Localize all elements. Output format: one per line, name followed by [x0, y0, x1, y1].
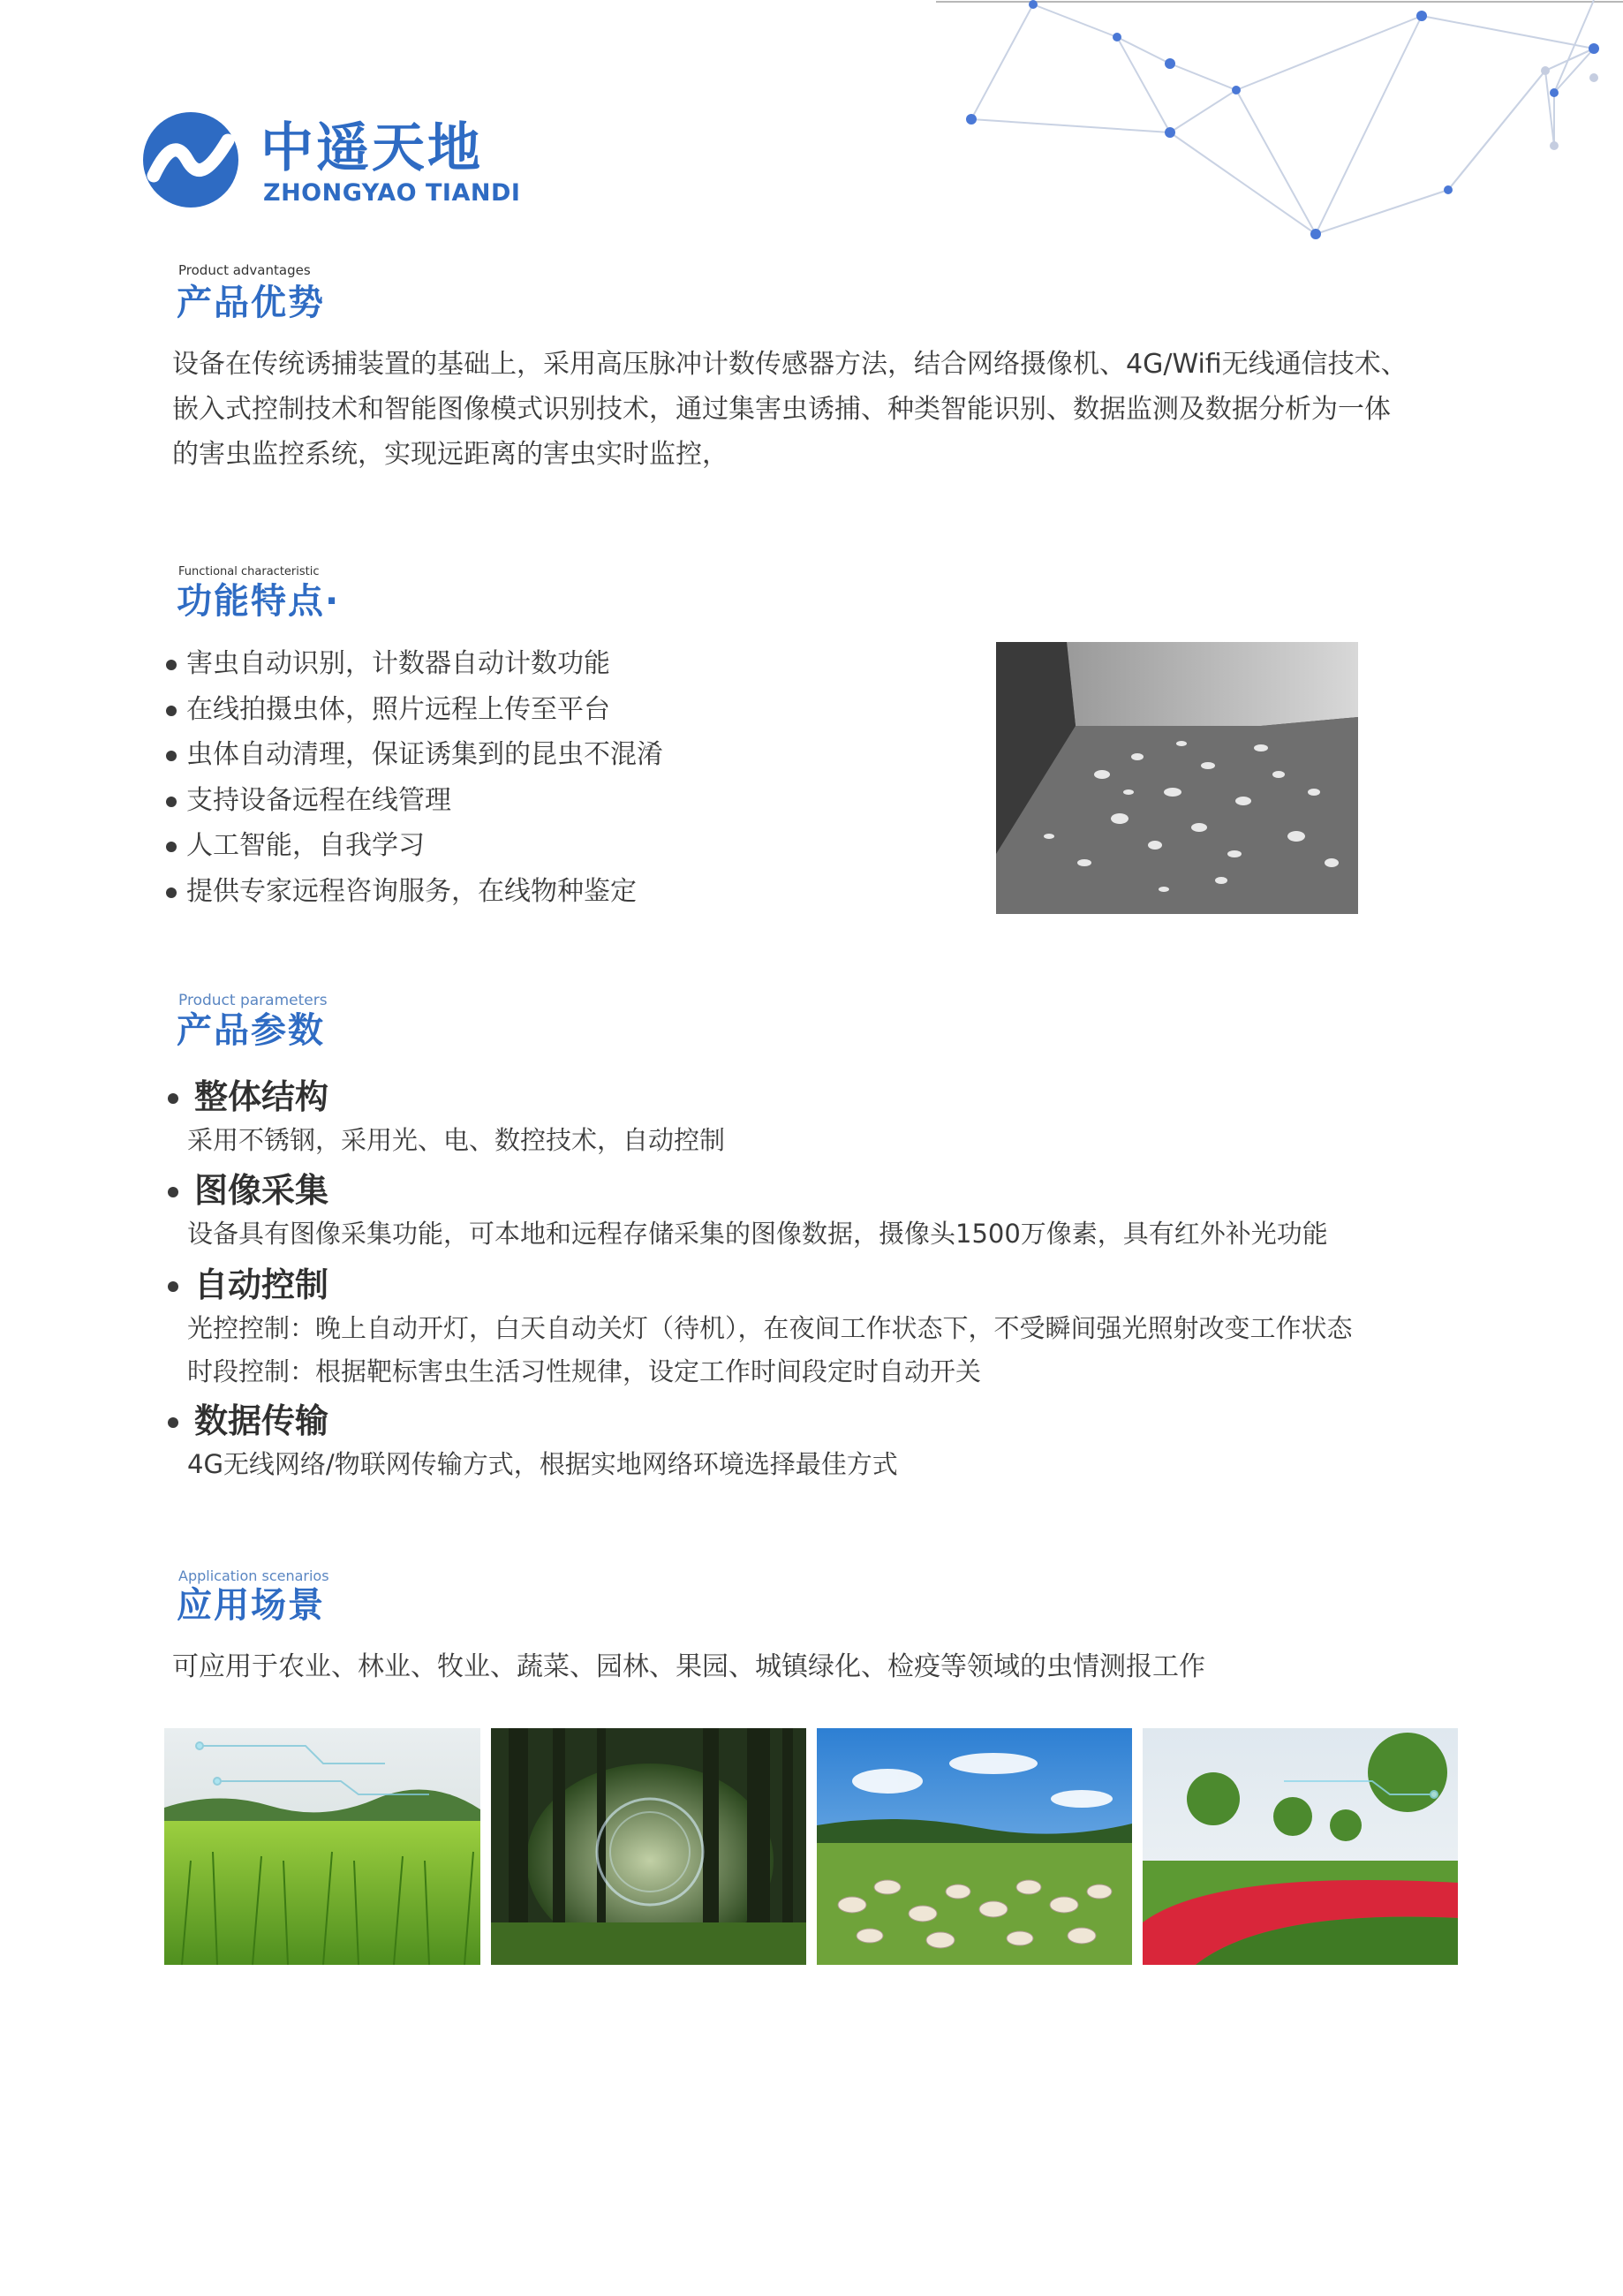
list-item: 在线拍摄虫体，照片远程上传至平台 [166, 687, 663, 733]
forest-photo [491, 1728, 806, 1965]
param-line: 设备具有图像采集功能，可本地和远程存储采集的图像数据，摄像头1500万像素，具有红外补光功能 [187, 1219, 1328, 1249]
param-group [168, 1263, 1353, 1393]
logo-name-cn: 中遥天地 [260, 117, 483, 179]
features-label-en: Functional characteristic [178, 565, 320, 578]
bullet-icon [168, 1187, 178, 1197]
advantages-line: 的害虫监控系统，实现远距离的害虫实时监控， [172, 439, 728, 470]
list-item: 支持设备远程在线管理 [166, 778, 663, 824]
parameters-label-en: Product parameters [178, 992, 328, 1009]
param-heading: 自动控制 [194, 1265, 329, 1304]
pasture-photo [817, 1728, 1132, 1965]
scenarios-label-en: Application scenarios [178, 1567, 329, 1584]
logo-name-en: ZHONGYAO TIANDI [263, 179, 521, 207]
advantages-line: 设备在传统诱捕装置的基础上，采用高压脉冲计数传感器方法，结合网络摄像机、4G/Wifi无线通信技术、 [172, 349, 1408, 380]
network-decoration [936, 0, 1623, 265]
bullet-icon [166, 842, 177, 852]
param-line: 4G无线网络/物联网传输方式，根据实地网络环境选择最佳方式 [187, 1449, 898, 1479]
bullet-icon [168, 1417, 178, 1428]
param-line: 光控控制：晚上自动开灯，白天自动关灯（待机），在夜间工作状态下，不受瞬间强光照射改变工作状态 [187, 1313, 1353, 1343]
logo-mark-icon [141, 110, 240, 209]
advantages-label-en: Product advantages [178, 262, 311, 278]
advantages-line: 嵌入式控制技术和智能图像模式识别技术，通过集害虫诱捕、种类智能识别、数据监测及数据分析为一体 [172, 394, 1391, 425]
features-title: 功能特点· [177, 581, 341, 622]
bullet-icon [168, 1281, 178, 1292]
param-group [168, 1168, 1328, 1256]
park-greening-photo [1143, 1728, 1458, 1965]
param-heading: 整体结构 [194, 1077, 329, 1116]
bullet-icon [168, 1093, 178, 1104]
insect-tray-photo [996, 642, 1358, 914]
param-group [168, 1075, 725, 1162]
param-group [168, 1399, 898, 1486]
bullet-icon [166, 706, 177, 716]
features-list [166, 641, 663, 914]
bullet-icon [166, 660, 177, 670]
param-heading: 图像采集 [194, 1171, 329, 1210]
list-item: 人工智能，自我学习 [166, 823, 663, 869]
advantages-title: 产品优势 [177, 283, 325, 323]
scenarios-text: 可应用于农业、林业、牧业、蔬菜、园林、果园、城镇绿化、检疫等领域的虫情测报工作 [172, 1651, 1205, 1682]
bullet-icon [166, 751, 177, 761]
farmland-photo [164, 1728, 480, 1965]
bullet-icon [166, 887, 177, 898]
advantages-paragraph [172, 342, 1479, 477]
parameters-title: 产品参数 [177, 1010, 325, 1051]
company-logo [141, 110, 530, 216]
param-heading: 数据传输 [194, 1401, 329, 1440]
bullet-icon [166, 797, 177, 807]
param-line: 采用不锈钢，采用光、电、数控技术，自动控制 [187, 1125, 726, 1155]
list-item: 提供专家远程咨询服务，在线物种鉴定 [166, 869, 663, 915]
list-item: 虫体自动清理，保证诱集到的昆虫不混淆 [166, 732, 663, 778]
scenarios-title: 应用场景 [177, 1585, 325, 1626]
list-item: 害虫自动识别，计数器自动计数功能 [166, 641, 663, 687]
param-line: 时段控制：根据靶标害虫生活习性规律，设定工作时间段定时自动开关 [187, 1356, 982, 1386]
